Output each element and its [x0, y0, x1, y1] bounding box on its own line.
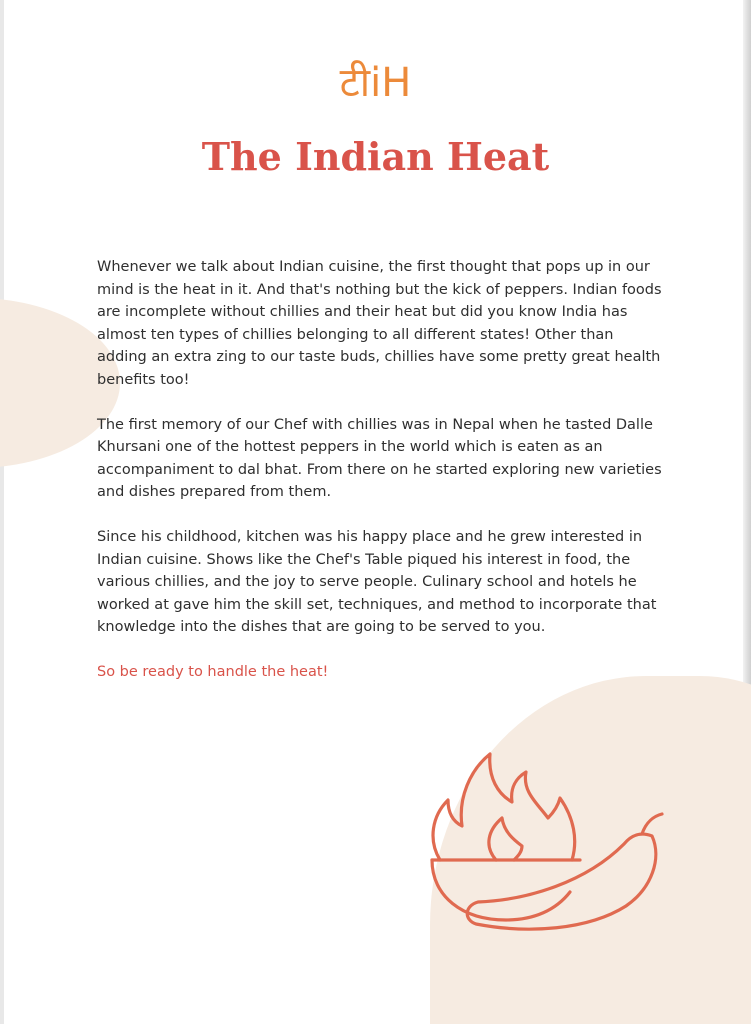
paragraph-chef-background: Since his childhood, kitchen was his happy place and he grew interested in Indian cuisine. Shows like the Chef's Table piqued his interest in food, the various chillies, and the joy to serve people. Culinary school and hotels he worked at gave him the skill set, techniques, and method to incorporate that knowledge into the dishes that are going to be served to you.	[97, 528, 657, 636]
chilli-stem	[642, 814, 662, 834]
intro-text	[97, 256, 667, 706]
flame-shape	[433, 754, 575, 860]
flame-inner	[489, 818, 522, 860]
paragraph-chef-memory: The first memory of our Chef with chillies was in Nepal when he tasted Dalle Khursani one of the hottest peppers in the world which is eaten as an accompaniment to dal bhat. From there on he started exploring new varieties and dishes prepared from them.	[97, 416, 662, 501]
paragraph-intro: Whenever we talk about Indian cuisine, the first thought that pops up in our mind is the heat in it. And that's nothing but the kick of peppers. Indian foods are incomplete without chillies and their heat but did you know India has almost ten types of chillies belonging to all different states! Other than adding an extra zing to our taste buds, chillies have some pretty great health benefits too!	[97, 259, 662, 388]
flame-bowl-chilli-icon	[418, 748, 668, 933]
chilli-body	[467, 834, 656, 929]
tagline: So be ready to handle the heat!	[97, 663, 329, 680]
brand-logo: टीiH	[339, 60, 412, 106]
page-title: The Indian Heat	[201, 134, 550, 179]
